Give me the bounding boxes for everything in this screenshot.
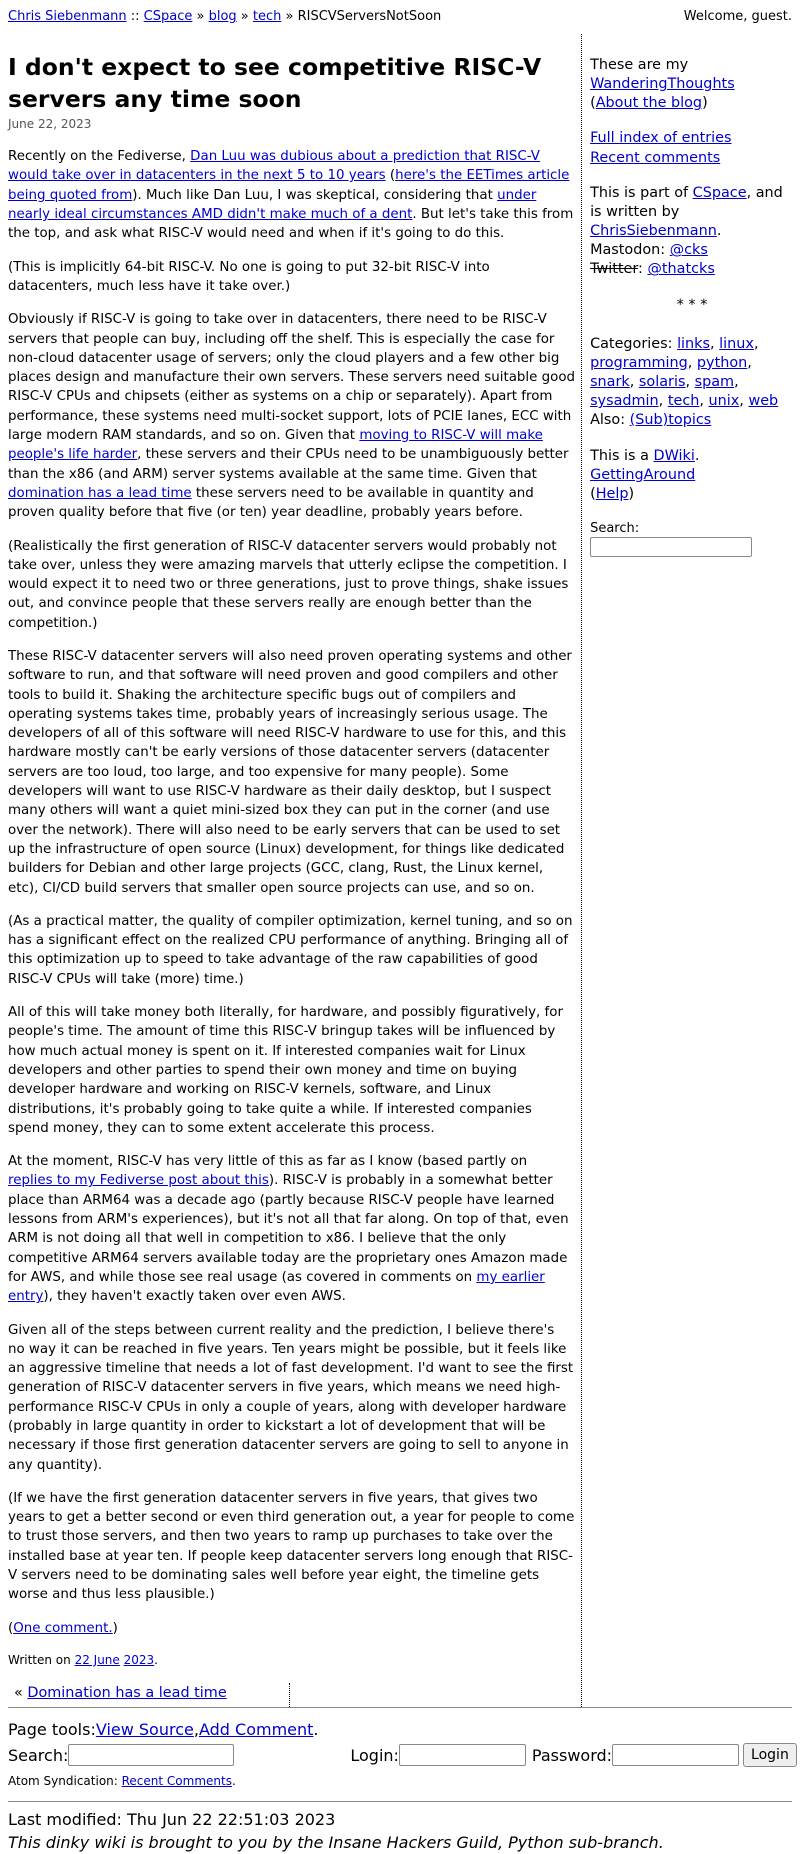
- welcome-message: Welcome, guest.: [683, 9, 792, 24]
- text: ): [628, 485, 635, 502]
- fediverse-replies-link[interactable]: replies to my Fediverse post about this: [8, 1173, 269, 1189]
- text: These are my: [590, 57, 689, 73]
- previous-entry: [8, 1683, 290, 1707]
- page-layout: [0, 34, 800, 1707]
- amd-dent-link[interactable]: under nearly ideal circumstances AMD didn't make much of a dent: [8, 187, 537, 223]
- entry-paragraph: [8, 310, 575, 522]
- page-bottom: [8, 1801, 792, 1854]
- category-link[interactable]: python: [696, 354, 748, 371]
- category-link[interactable]: links: [677, 335, 711, 352]
- text: .: [313, 1720, 319, 1740]
- breadcrumb-separator: »: [192, 9, 209, 24]
- text: . But let's take this from the top, and ask what RISC-V would need and when if it's going to do this.: [8, 207, 574, 242]
- eetimes-article-link[interactable]: here's the EETimes article being quoted from: [8, 168, 570, 203]
- entry-paragraph: (If we have the first generation datacenter servers in five years, that gives two years to get a better second or even third generation out, a year for people to come to trust those servers, and then two years to ramp up purchases to take over the installed base at year ten. If people keep datacenter servers long enough that RISC-V servers need to be dominating sales well before year eight, the timeline gets worse and thus less plausible.): [8, 1490, 575, 1603]
- text: .: [694, 447, 700, 464]
- sidebar-dwiki: [590, 447, 794, 504]
- entry-paragraph: These RISC-V datacenter servers will also need proven operating systems and other software to run, and that software will need proven and good compilers and other tools to build it. Shaking the architecture specific bugs out of compilers and operating systems takes time, probably years of increasingly serious usage. The developers of all of this software will need RISC-V hardware to use for this, and this hardware mostly can't be early versions of those datacenter servers (datacenter servers are too loud, too large, and too expensive for many people). Some developers will want to use RISC-V hardware as their daily desktop, but I suspect many others will want a quiet mini-sized box they can put in the corner (and use over the network). There will also need to be early servers that can be used to set up the infrastructure of open source (Linux) development, for things like dedicated builders for Debian and other large projects (GCC, clang, Rust, the Linux kernel, etc), CI/CD build servers that smaller open source projects can use, and so on.: [8, 649, 572, 896]
- page-tools-label: Page tools:: [8, 1720, 96, 1740]
- breadcrumb-cspace-link[interactable]: CSpace: [143, 9, 193, 24]
- login-input[interactable]: [399, 1744, 526, 1766]
- entry-paragraph: Given all of the steps between current reality and the prediction, I believe there's no way it can be reached in five years. Ten years might be possible, but it feels like an aggressive timeline that needs a lot of fast development. I'd want to see the first generation of RISC-V datacenter servers in five years, which means we need high-performance RISC-V CPUs in only a couple of years, along with developer hardware (probably in large quantity in order to kickstart a lot of development that will be necessary if those first generation datacenter servers are going to sell to anyone in any quantity).: [8, 1322, 574, 1473]
- breadcrumb: [8, 8, 441, 27]
- entry-paragraph: (This is implicitly 64-bit RISC-V. No one is going to put 32-bit RISC-V into datacenters, much less have it take over.): [8, 259, 490, 294]
- entry-paragraph: (As a practical matter, the quality of compiler optimization, kernel tuning, and so on has a significant effect on the realized CPU performance of anything. Bringing all of this optimization up to speed to take advantage of the raw capabilities of good RISC-V CPUs will take (more) time.): [8, 913, 573, 987]
- sidebar-search-label: Search:: [590, 520, 640, 536]
- password-label: Password:: [531, 1745, 613, 1765]
- page-tools: [8, 1718, 792, 1741]
- category-link[interactable]: snark: [590, 374, 630, 391]
- text: .: [231, 1774, 236, 1789]
- last-modified: Last modified: Thu Jun 22 22:51:03 2023: [8, 1809, 336, 1829]
- atom-syndication: [8, 1773, 792, 1790]
- category-link[interactable]: sysadmin: [590, 393, 659, 410]
- earlier-entry-link[interactable]: my earlier entry: [8, 1269, 545, 1305]
- text: Recently on the Fediverse,: [8, 149, 191, 165]
- page-footer: [8, 1707, 792, 1790]
- text: This is a: [590, 447, 654, 464]
- footer-search-input[interactable]: [68, 1744, 234, 1766]
- breadcrumb-separator: ::: [126, 9, 144, 24]
- category-link[interactable]: programming: [590, 354, 688, 371]
- help-link[interactable]: Help: [595, 485, 629, 502]
- entry-paragraph: [8, 1152, 575, 1306]
- category-link[interactable]: unix: [708, 393, 740, 410]
- password-input[interactable]: [612, 1744, 739, 1766]
- text: (: [8, 1620, 14, 1636]
- text: ). Much like Dan Luu, I was skeptical, considering that: [132, 187, 498, 203]
- text: , and is written by: [590, 184, 783, 220]
- text: Categories:: [590, 335, 678, 352]
- previous-entry-link[interactable]: Domination has a lead time: [27, 1685, 227, 1702]
- text: ): [112, 1620, 118, 1636]
- cspace-link[interactable]: CSpace: [692, 184, 747, 201]
- text: these servers need to be available in quantity and proven quality before that five (or ten) year deadline, probably years before.: [8, 485, 534, 521]
- author-link[interactable]: ChrisSiebenmann: [590, 223, 717, 240]
- wandering-thoughts-link[interactable]: WanderingThoughts: [590, 76, 735, 93]
- entry-paragraph: [8, 147, 575, 243]
- sidebar: [581, 34, 800, 1707]
- sidebar-about: [590, 184, 794, 280]
- text: Obviously if RISC-V is going to take over in datacenters, there need to be RISC-V servers that people can buy, including off the shelf. This is especially the case for non-cloud datacenter usage of servers; only the cloud players and a few other big places design and manufacture their own servers. These servers need suitable good RISC-V CPUs and chipsets (either as systems on a chip or separately). Apart from performance, these systems need multi-socket support, lots of PCIE lanes, ECC with large modern RAM standards, and so on. Given that: [8, 312, 576, 444]
- sidebar-intro: [590, 56, 794, 113]
- login-button[interactable]: Login: [743, 1743, 797, 1767]
- footer-search-label: Search:: [8, 1745, 69, 1765]
- breadcrumb-current: RISCVServersNotSoon: [297, 9, 442, 24]
- recent-comments-link[interactable]: Recent comments: [590, 149, 721, 166]
- text: Atom Syndication:: [8, 1774, 122, 1789]
- dwiki-link[interactable]: DWiki: [653, 447, 695, 464]
- breadcrumb-tech-link[interactable]: tech: [252, 9, 282, 24]
- sidebar-search-input[interactable]: [590, 537, 752, 557]
- getting-around-link[interactable]: GettingAround: [590, 466, 696, 483]
- text: .: [716, 223, 722, 240]
- entry-title: I don't expect to see competitive RISC-V servers any time soon: [8, 53, 542, 113]
- text: Written on: [8, 1652, 75, 1667]
- riscv-harder-link[interactable]: moving to RISC-V will make people's life harder: [8, 428, 543, 463]
- entry-date: June 22, 2023: [8, 116, 92, 131]
- entry-paragraph: (Realistically the first generation of RISC-V datacenter servers would probably not take over, unless they were amazing marvels that utterly eclipse the competition. I would expect it to need two or three generations, just to prove things, shake issues out, and convince people that these servers really are enough better than the competition.): [8, 538, 569, 631]
- recent-comments-feed-link[interactable]: Recent Comments: [121, 1774, 232, 1789]
- text: At the moment, RISC-V has very little of this as far as I know (based partly on: [8, 1154, 528, 1170]
- dan-luu-link[interactable]: Dan Luu was dubious about a prediction that RISC-V would take over in datacenters in the next 5 to 10 years: [8, 149, 540, 184]
- category-link[interactable]: linux: [719, 335, 754, 352]
- sidebar-index: [590, 129, 794, 167]
- blog-entry: [0, 34, 575, 1707]
- top-bar: [0, 0, 800, 34]
- category-link[interactable]: tech: [667, 393, 700, 410]
- breadcrumb-separator: »: [236, 9, 253, 24]
- full-index-link[interactable]: Full index of entries: [590, 130, 732, 147]
- domination-lead-time-link[interactable]: domination has a lead time: [8, 485, 192, 501]
- login-label: Login:: [350, 1745, 399, 1765]
- text: (: [385, 168, 396, 184]
- category-link[interactable]: spam: [694, 374, 735, 391]
- breadcrumb-blog-link[interactable]: blog: [208, 9, 237, 24]
- text: , these servers and their CPUs need to be unambiguously better than the x86 (and ARM) server systems available at the same time. Given that: [8, 447, 569, 482]
- twitter-label: Twitter: [590, 261, 639, 278]
- search-login-row: [8, 1743, 792, 1767]
- comments-line: [8, 1619, 575, 1638]
- one-comment-link[interactable]: One comment.: [13, 1620, 113, 1636]
- text: (: [590, 95, 596, 112]
- sidebar-categories: Categories: links, linux, programming, python, snark, solaris, spam, sysadmin, tech, unix, web Also: (Sub)topics: [590, 335, 779, 429]
- text: ,: [193, 1720, 199, 1740]
- breadcrumb-separator: »: [281, 9, 298, 24]
- text: This is part of: [590, 184, 693, 201]
- mastodon-link[interactable]: @cks: [669, 242, 708, 259]
- text: ): [702, 95, 708, 112]
- breadcrumb-author-link[interactable]: Chris Siebenmann: [8, 9, 127, 24]
- written-year-link[interactable]: 2023: [123, 1652, 155, 1667]
- text: :: [638, 261, 648, 278]
- category-link[interactable]: solaris: [638, 374, 686, 391]
- text: Also:: [590, 412, 630, 429]
- text: Mastodon:: [590, 242, 670, 259]
- entry-paragraph: All of this will take money both literally, for hardware, and possibly figuratively, for people's time. The amount of time this RISC-V bringup takes will be influenced by how much actual money is spent on it. If interested companies wait for Linux developers and other parties to spend their own money and time on buying developer hardware and working on RISC-V kernels, software, and Linux distributions, it's probably going to take quite a while. If interested companies spend money, they can to some extent accelerate this process.: [8, 1005, 563, 1136]
- separator-stars: * * *: [676, 296, 708, 313]
- previous-arrow: «: [14, 1685, 28, 1702]
- text: (: [590, 485, 596, 502]
- text: ). RISC-V is probably in a somewhat better place than ARM64 was a decade ago (partly because RISC-V people have learned lessons from ARM's experiences), but it's not all that far along. On top of that, even ARM is not doing all that well in competition to x86. I believe that the only competitive ARM64 servers available today are the proprietary ones Amazon made for AWS, and while those see real usage (as covered in comments on: [8, 1173, 569, 1285]
- text: ), they haven't exactly taken over even AWS.: [43, 1289, 346, 1305]
- entry-navigation: [8, 1683, 575, 1707]
- text: .: [154, 1652, 158, 1667]
- about-blog-link[interactable]: About the blog: [595, 95, 703, 112]
- subtopics-link[interactable]: (Sub)topics: [629, 412, 712, 429]
- twitter-link[interactable]: @thatcks: [647, 261, 715, 278]
- written-on: [8, 1652, 575, 1669]
- add-comment-link[interactable]: Add Comment: [198, 1720, 314, 1740]
- credit-line: This dinky wiki is brought to you by the Insane Hackers Guild, Python sub-branch.: [8, 1832, 664, 1852]
- written-day-link[interactable]: 22 June: [74, 1652, 120, 1667]
- category-link[interactable]: web: [748, 393, 779, 410]
- view-source-link[interactable]: View Source: [95, 1720, 194, 1740]
